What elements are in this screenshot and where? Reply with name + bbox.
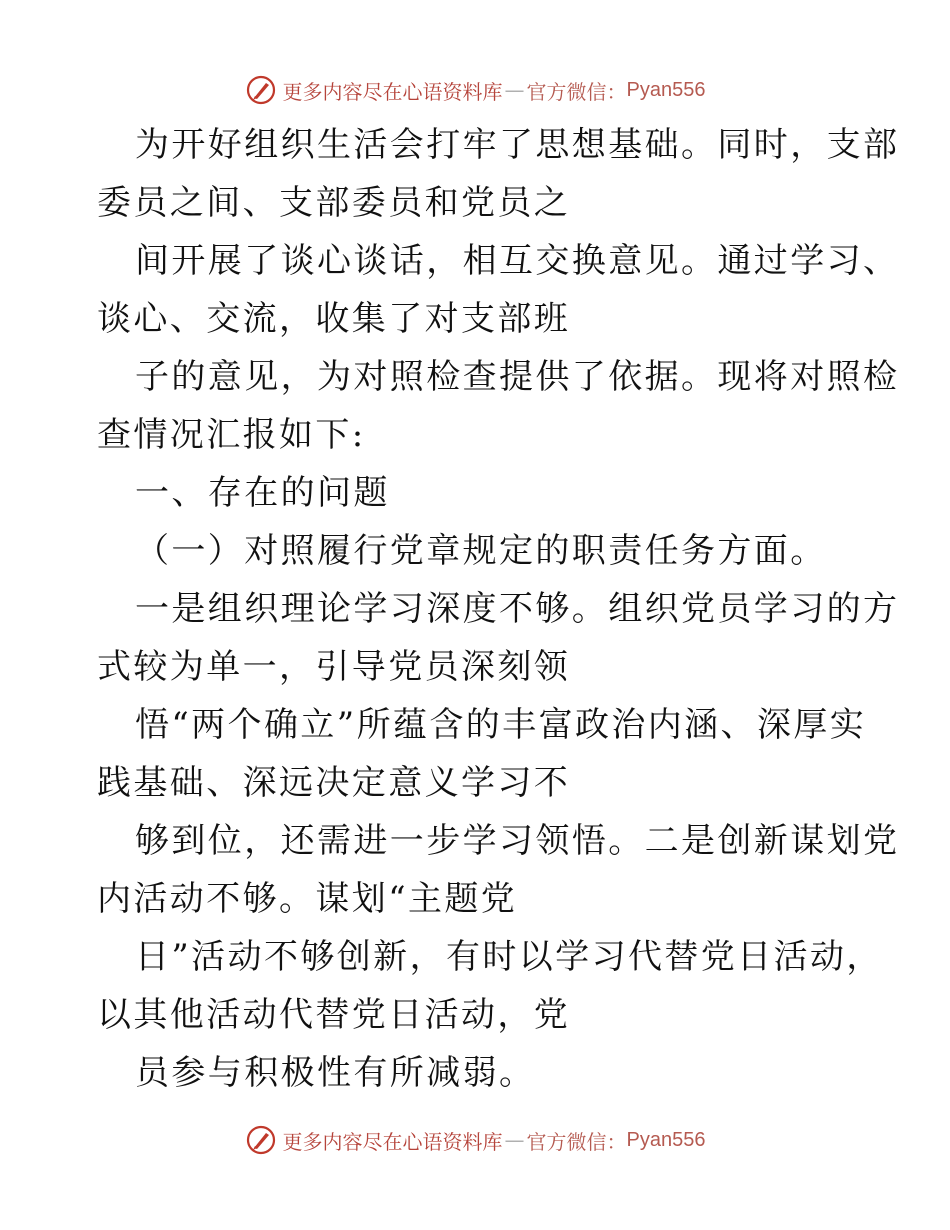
body-line: 子的意见，为对照检查提供了依据。现将对照检: [135, 357, 900, 397]
body-line: 够到位，还需进一步学习领悟。二是创新谋划党: [135, 821, 900, 861]
body-line: 践基础、深远决定意义学习不: [97, 763, 571, 803]
body-line: 谈心、交流，收集了对支部班: [97, 299, 571, 339]
watermark-main-text: 更多内容尽在心语资料库: [282, 79, 503, 104]
body-line: 日”活动不够创新，有时以学习代替党日活动，: [135, 937, 883, 977]
document-body: [97, 116, 900, 1102]
body-line: 查情况汇报如下:: [97, 415, 366, 455]
quill-pen-logo-icon: [245, 74, 277, 106]
watermark-main-text: 更多内容尽在心语资料库: [282, 1129, 503, 1154]
watermark-separator: —: [504, 78, 525, 102]
section-heading: 一、存在的问题: [135, 473, 390, 513]
watermark-wechat-id: Pyan556: [626, 1128, 706, 1151]
watermark-separator: —: [504, 1128, 525, 1152]
watermark-wechat-id: Pyan556: [626, 78, 706, 101]
watermark-header: [0, 70, 950, 110]
watermark-official-label: 官方微信：: [526, 1129, 627, 1154]
body-line: 员参与积极性有所减弱。: [135, 1053, 536, 1093]
body-line: 间开展了谈心谈话，相互交换意见。通过学习、: [135, 241, 900, 281]
body-line: 为开好组织生活会打牢了思想基础。同时，支部: [135, 125, 900, 165]
body-line: 委员之间、支部委员和党员之: [97, 183, 571, 223]
body-line: 式较为单一，引导党员深刻领: [97, 647, 571, 687]
quill-pen-logo-icon: [245, 1124, 277, 1156]
watermark-official-label: 官方微信：: [526, 79, 627, 104]
body-line: 以其他活动代替党日活动，党: [97, 995, 571, 1035]
body-line: 内活动不够。谋划“主题党: [97, 879, 518, 919]
watermark-footer: [0, 1120, 950, 1160]
body-line: 一是组织理论学习深度不够。组织党员学习的方: [135, 589, 900, 629]
body-line: 悟“两个确立”所蕴含的丰富政治内涵、深厚实: [135, 705, 867, 745]
subsection-heading: （一）对照履行党章规定的职责任务方面。: [135, 531, 827, 571]
